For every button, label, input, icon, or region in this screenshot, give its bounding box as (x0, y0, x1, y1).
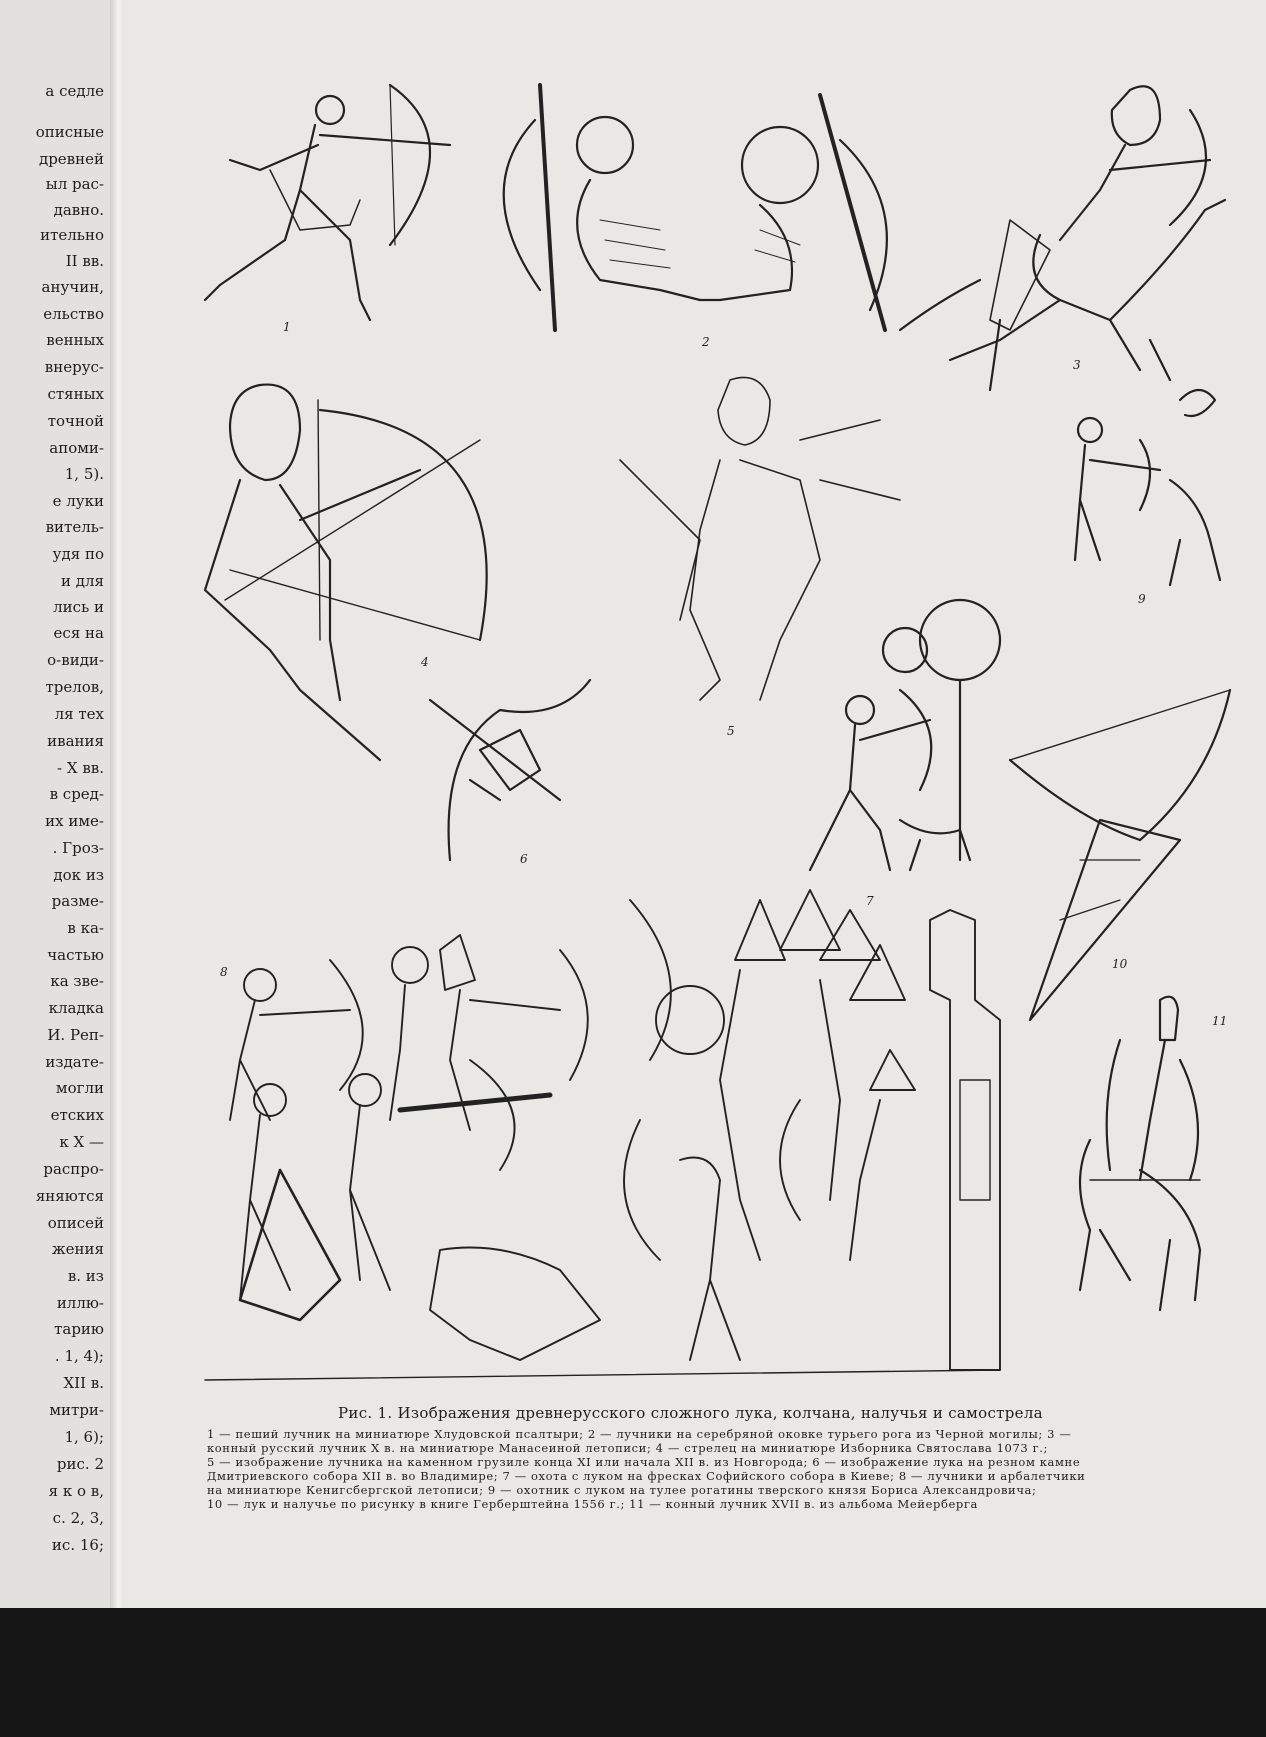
left-column-line: анучин, (41, 278, 104, 296)
legend-line: 1 — пеший лучник на миниатюре Хлудовской псалтыри; 2 — лучники на серебряной оковке турьего рога из Черной могилы; 3 — (207, 1427, 1072, 1441)
figure-number: 8 (220, 965, 228, 979)
left-column-line: кладка (48, 999, 104, 1017)
left-column-line: давно. (53, 201, 104, 219)
left-column-line: ыл рас- (45, 175, 104, 193)
figure-number: 2 (702, 335, 710, 349)
left-column-line: И. Реп- (47, 1026, 104, 1044)
left-column-line: ис. 16; (51, 1536, 104, 1554)
left-column-line: издате- (45, 1053, 104, 1071)
left-column-line: я к о в, (48, 1482, 104, 1500)
figure-number: 9 (1138, 592, 1146, 606)
fig8-drawing (205, 890, 1000, 1380)
left-column-line: витель- (45, 518, 104, 536)
left-column-line: - X вв. (57, 759, 104, 777)
fig3-drawing (900, 86, 1225, 390)
left-column-line: етских (50, 1106, 104, 1124)
fig9-drawing (1075, 390, 1220, 585)
left-column-line: ля тех (54, 705, 104, 723)
left-column-line: док из (53, 866, 104, 884)
left-column-line: лись и (53, 598, 104, 616)
left-column-line: и для (61, 572, 104, 590)
left-column-line: рис. 2 (56, 1455, 104, 1473)
left-column-line: описные (35, 123, 104, 141)
fig11-drawing (1080, 997, 1200, 1310)
fig6-drawing (430, 680, 590, 860)
left-column-line: распро- (43, 1160, 104, 1178)
figure-number: 11 (1212, 1014, 1228, 1028)
legend-line: на миниатюре Кенигсбергской летописи; 9 — охотник с луком на тулее рогатины тверского князя Бориса Александровича; (207, 1483, 1037, 1497)
legend-line: конный русский лучник X в. на миниатюре Манасеиной летописи; 4 — стрелец на миниатюре Изборника Святослава 1073 г.; (207, 1441, 1048, 1455)
left-column-line: внерус- (44, 358, 104, 376)
left-column-line: о-види- (47, 651, 104, 669)
left-column-line: 1, 6); (64, 1428, 104, 1446)
left-column-line: жения (51, 1240, 104, 1258)
legend-line: Дмитриевского собора XII в. во Владимире; 7 — охота с луком на фресках Софийского собора в Киеве; 8 — лучники и арбалетчики (207, 1469, 1086, 1483)
left-column-line: в. из (67, 1267, 104, 1285)
figure-number: 6 (520, 852, 528, 866)
figure-number: 7 (866, 894, 874, 908)
left-column-line: е луки (52, 492, 104, 510)
left-column-line: описей (47, 1214, 104, 1232)
left-column-line: тарию (54, 1320, 104, 1338)
left-column-line: еся на (53, 624, 104, 642)
figure-caption-title: Рис. 1. Изображения древнерусского сложного лука, колчана, налучья и самострела (338, 1404, 1043, 1422)
left-column-line: а седле (45, 82, 104, 100)
left-column-line: ительно (40, 226, 104, 244)
figure-number: 5 (727, 724, 735, 738)
fig2-drawing (504, 85, 887, 330)
left-column-line: с. 2, 3, (52, 1509, 104, 1527)
left-column-line: . 1, 4); (54, 1347, 104, 1365)
left-column-line: их име- (45, 812, 104, 830)
left-column-line: могли (55, 1079, 104, 1097)
left-column-line: древней (38, 150, 104, 168)
fig7-drawing (810, 600, 1000, 870)
left-column-line: венных (46, 331, 104, 349)
left-column-line: апоми- (49, 439, 104, 457)
left-column-line: к X — (59, 1133, 104, 1151)
figure-number: 1 (283, 320, 291, 334)
left-column-line: стяных (47, 385, 104, 403)
left-column-line: яняются (35, 1187, 104, 1205)
left-column-line: иллю- (56, 1294, 104, 1312)
left-column-line: II вв. (65, 252, 104, 270)
legend-line: 5 — изображение лучника на каменном грузиле конца XI или начала XII в. из Новгорода; 6 — изображение лука на резном камне (207, 1455, 1081, 1469)
legend-line: 10 — лук и налучье по рисунку в книге Герберштейна 1556 г.; 11 — конный лучник XVII в. из альбома Мейерберга (207, 1497, 978, 1511)
figure-number: 4 (421, 655, 429, 669)
left-column-line: XII в. (63, 1374, 104, 1392)
left-column-line: удя по (52, 545, 104, 563)
left-column-line: . Гроз- (52, 839, 104, 857)
figure-number: 3 (1073, 358, 1081, 372)
left-column-line: разме- (51, 892, 104, 910)
left-column-line: трелов, (45, 678, 104, 696)
left-column-line: в сред- (49, 785, 104, 803)
left-column-line: 1, 5). (64, 465, 104, 483)
left-column-line: ивания (47, 732, 104, 750)
fig5-drawing (620, 378, 900, 701)
left-column-line: в ка- (67, 919, 104, 937)
left-column-line: точной (47, 412, 104, 430)
left-column-line: частью (47, 946, 104, 964)
left-column-line: митри- (49, 1401, 104, 1419)
fig1-drawing (205, 85, 450, 320)
figure-legend (207, 1427, 1257, 1511)
left-column-line: ка зве- (50, 972, 104, 990)
figure-number: 10 (1112, 957, 1128, 971)
scan-background (0, 1608, 1266, 1737)
fig4-drawing (205, 385, 487, 760)
left-column-line: ельство (43, 305, 104, 323)
